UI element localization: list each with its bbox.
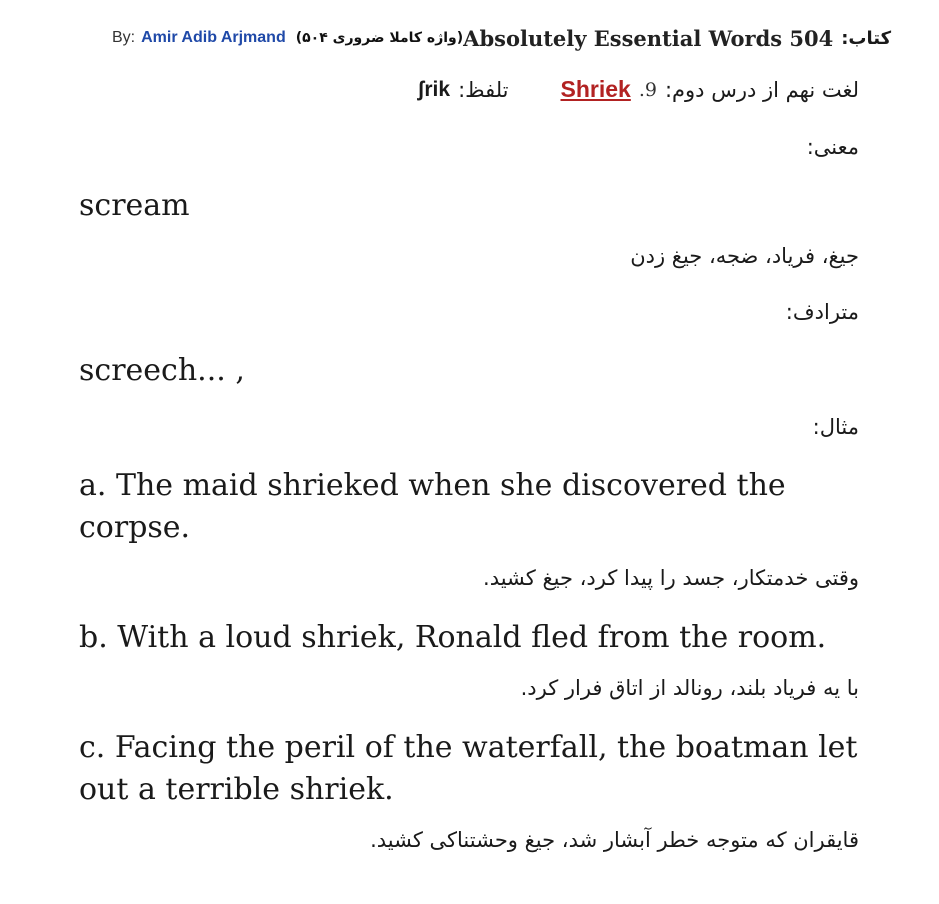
synonyms-label: مترادف: xyxy=(785,300,859,324)
examples-label: مثال: xyxy=(812,415,859,439)
book-prefix: کتاب: xyxy=(841,27,892,49)
example-b-english: b. With a loud shriek, Ronald fled from the room. xyxy=(79,620,827,655)
meaning-english: scream xyxy=(79,188,190,223)
lesson-label: لغت نهم از درس دوم: xyxy=(664,77,859,102)
example-b-persian: با یه فریاد بلند، رونالد از اتاق فرار کرد. xyxy=(520,676,859,700)
book-block xyxy=(463,26,891,51)
meaning-persian: جیغ، فریاد، ضجه، جیغ زدن xyxy=(630,244,859,268)
example-c-persian: قایقران که متوجه خطر آبشار شد، جیغ وحشتناکی کشید. xyxy=(370,828,859,852)
page-header xyxy=(112,22,892,54)
pronunciation-label: تلفظ: xyxy=(458,77,509,102)
word-heading xyxy=(417,76,859,103)
example-a-english: a. The maid shrieked when she discovered the corpse. xyxy=(79,468,786,545)
word-term: Shriek xyxy=(560,76,631,102)
example-a-persian: وقتی خدمتکار، جسد را پیدا کرد، جیغ کشید. xyxy=(483,566,859,590)
author-name: Amir Adib Arjmand xyxy=(141,29,286,46)
book-title-persian: (۵۰۴ واژه کاملا ضروری) xyxy=(295,30,464,46)
author-block xyxy=(112,29,463,47)
pronunciation: ʃrik xyxy=(417,77,451,101)
synonyms-english: screech... , xyxy=(79,353,245,388)
word-number: 9. xyxy=(638,78,657,101)
example-c-english: c. Facing the peril of the waterfall, the boatman let out a terrible shriek. xyxy=(79,730,858,807)
by-label: By: xyxy=(112,29,136,46)
book-title-english: Absolutely Essential Words 504 xyxy=(463,25,834,51)
meaning-label: معنی: xyxy=(806,135,859,159)
